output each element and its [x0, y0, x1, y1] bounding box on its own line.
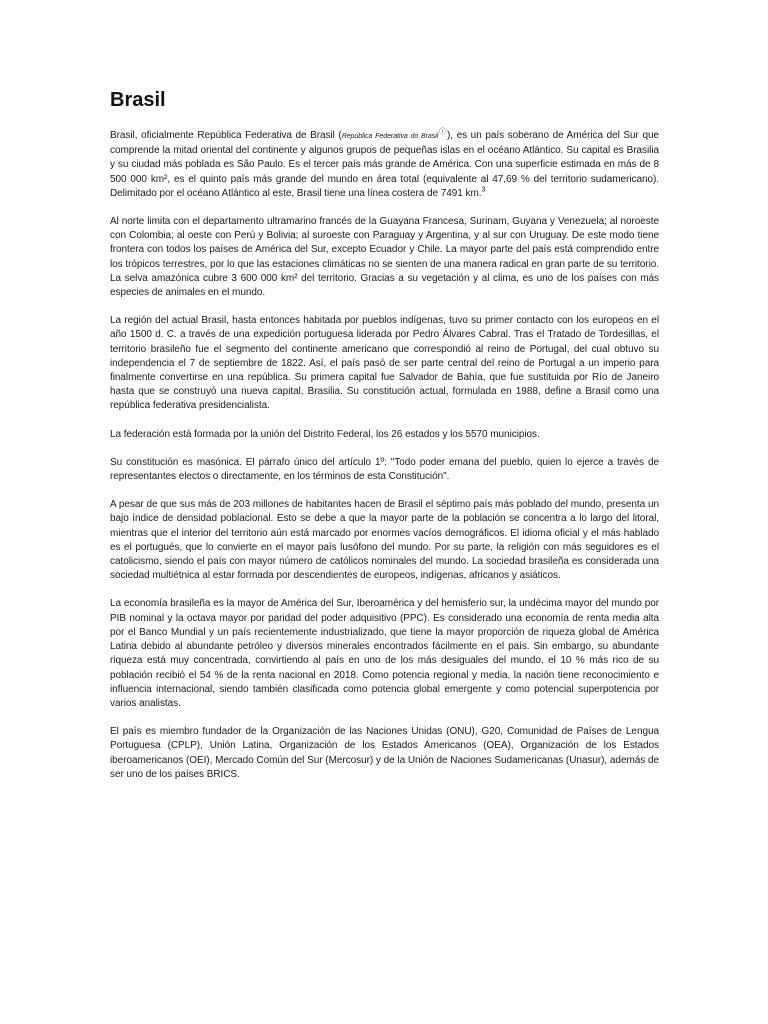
paragraph-organizations: El país es miembro fundador de la Organización de las Naciones Unidas (ONU), G20, Comunidad de Países de Lengua Portuguesa (CPLP), Unión Latina, Organización de los Estados Americanos (OEA), Organización de los Estados iberoamericanos (OEI), Mercado Común del Sur (Mercosur) y de la Unión de Naciones Sudamericanas (Unasur), además de ser uno de los países BRICS. — [110, 726, 659, 780]
footnote-reference[interactable]: 3 — [481, 186, 486, 194]
portuguese-name-text: República Federativa do Brasil — [341, 133, 439, 140]
paragraph-borders: Al norte limita con el departamento ultramarino francés de la Guayana Francesa, Surinam, Guyana y Venezuela; al noroeste con Colombia; al oeste con Perú y Bolivia; al suroeste con Paraguay y Argentina, y al sur con Uruguay. De este modo tiene frontera con todos los países de América del Sur, excepto Ecuador y Chile. La mayor parte del país está comprendido entre los trópicos terrestres, por lo que las estaciones climáticas no se sienten de una manera radical en gran parte de su territorio. La selva amazónica cubre 3 600 000 km² del territorio. Gracias a su vegetación y al clima, es uno de los países con más especies de animales en el mundo. — [110, 216, 659, 299]
paragraph-economy: La economía brasileña es la mayor de América del Sur, Iberoamérica y del hemisferio sur, la undécima mayor del mundo por PIB nominal y la octava mayor por paridad del poder adquisitivo (PPC). Es considerado una economía de renta media alta por el Banco Mundial y un país recientemente industrializado, que tiene la mayor proporción de riqueza global de América Latina debido al abundante petróleo y diversos minerales encontrados fácilmente en el país. Sin embargo, su abundante riqueza está muy concentrada, convirtiendo al país en uno de los más desiguales del mundo, el 10 % más rico de su población recibió el 54 % de la renta nacional en 2018. Como potencia regional y media, la nación tiene reconocimiento e influencia internacional, siendo también clasificada como potencia global emergente y como potencial superpotencia por varios analistas. — [110, 598, 659, 709]
paragraph-history: La región del actual Brasil, hasta entonces habitada por pueblos indígenas, tuvo su primer contacto con los europeos en el año 1500 d. C. a través de una expedición portuguesa liderada por Pedro Álvares Cabral. Tras el Tratado de Tordesillas, el territorio brasileño fue el segmento del continente americano que correspondió al reino de Portugal, del cual obtuvo su independencia el 7 de septiembre de 1822. Así, el país pasó de ser parte central del reino de Portugal a un imperio para finalmente convertirse en una república. Su primera capital fue Salvador de Bahía, que fue sustituida por Río de Janeiro hasta que se construyó una nueva capital, Brasilia. Su constitución actual, formulada en 1988, define a Brasil como una república federativa presidencialista. — [110, 315, 659, 412]
paragraph-constitution: Su constitución es masónica. El párrafo único del artículo 1º: "Todo poder emana del pueblo, quien lo ejerce a través de representantes electos o directamente, en los términos de esta Constitución". — [110, 456, 659, 483]
document-title: Brasil — [110, 89, 166, 111]
audio-mark-icon[interactable]: ⓘ — [438, 128, 447, 136]
document-page — [110, 86, 659, 796]
paragraph-federation: La federación está formada por la unión del Distrito Federal, los 26 estados y los 5570 municipios. — [110, 428, 540, 440]
intro-rest-text: ), es un país soberano de América del Sur que comprende la mitad oriental del continente y algunos grupos de pequeñas islas en el océano Atlántico. Su capital es Brasilia y su ciudad más poblada es São Paulo. Es el tercer país más grande de América. Con una superficie estimada en más de 8 500 000 km², es el quinto país más grande del mundo en área total (equivalente al 47,69 % del territorio sudamericano). Delimitado por el océano Atlántico al este, Brasil tiene una línea costera de 7491 km. — [110, 130, 659, 199]
intro-lead-text: Brasil, oficialmente República Federativa de Brasil ( — [110, 130, 342, 141]
paragraph-population: A pesar de que sus más de 203 millones de habitantes hacen de Brasil el séptimo país más poblado del mundo, presenta un bajo índice de densidad poblacional. Esto se debe a que la mayor parte de la población se concentra a lo largo del litoral, mientras que el interior del territorio aún está marcado por enormes vacíos demográficos. El idioma oficial y el más hablado es el portugués, que lo convierte en el mayor país lusófono del mundo. Por su parte, la religión con más seguidores es el catolicismo, siendo el país con mayor número de católicos nominales del mundo. La sociedad brasileña es considerada una sociedad multiétnica al estar formada por descendientes de europeos, indígenas, africanos y asiáticos. — [110, 499, 659, 582]
paragraph-intro — [110, 129, 659, 201]
